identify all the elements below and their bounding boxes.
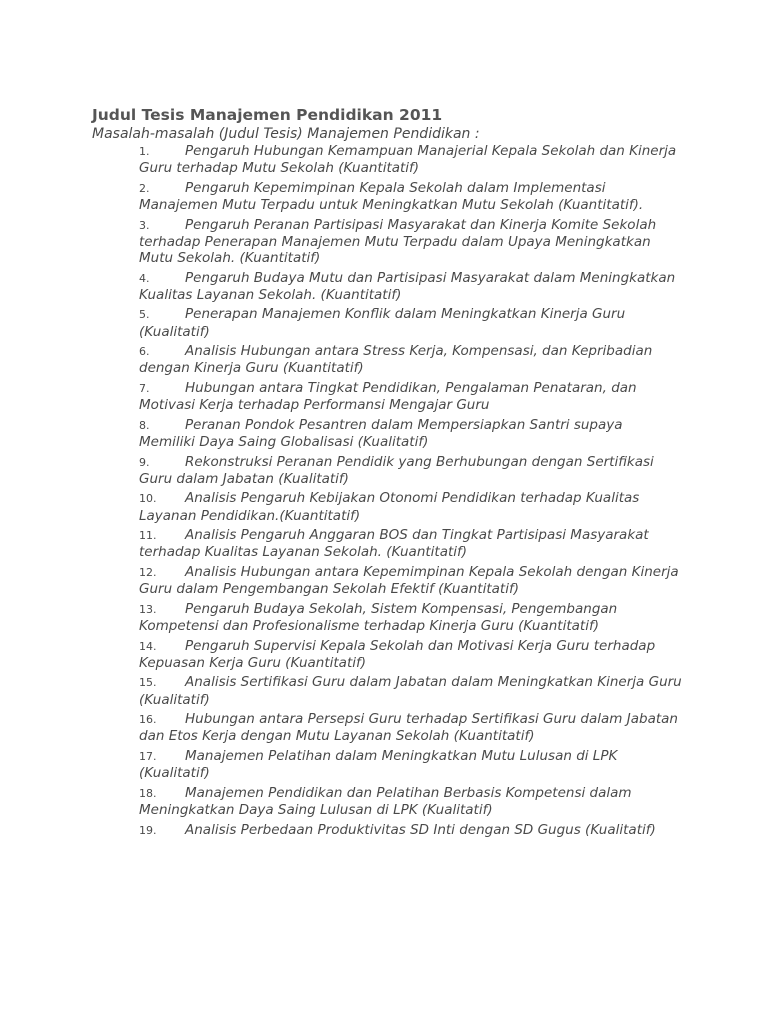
list-item-number: 12. — [139, 565, 157, 579]
list-item-text: Pengaruh Hubungan Kemampuan Manajerial Kepala Sekolah dan Kinerja Guru terhadap Mutu Sekolah (Kuantitatif) — [139, 143, 677, 177]
list-item-text: Pengaruh Kepemimpinan Kepala Sekolah dalam Implementasi Manajemen Mutu Terpadu untuk Meningkatkan Mutu Sekolah (Kuantitatif). — [139, 179, 644, 213]
list-item-number: 9. — [139, 455, 150, 469]
list-item — [139, 270, 682, 303]
list-item-text: Pengaruh Budaya Sekolah, Sistem Kompensasi, Pengembangan Kompetensi dan Profesionalisme terhadap Kinerja Guru (Kuantitatif) — [139, 600, 618, 634]
list-item-number: 6. — [139, 345, 150, 359]
list-item-text: Analisis Hubungan antara Stress Kerja, Kompensasi, dan Kepribadian dengan Kinerja Guru (Kuantitatif) — [139, 343, 653, 377]
list-item — [139, 711, 682, 744]
list-item-text: Manajemen Pelatihan dalam Meningkatkan Mutu Lulusan di LPK (Kualitatif) — [139, 747, 618, 782]
list-item-text: Peranan Pondok Pesantren dalam Mempersiapkan Santri supaya Memiliki Daya Saing Globalisasi (Kualitatif) — [139, 416, 623, 450]
list-item-number: 10. — [139, 492, 157, 506]
list-item — [139, 564, 682, 597]
document-body — [92, 104, 682, 842]
list-item-text: Pengaruh Supervisi Kepala Sekolah dan Motivasi Kerja Guru terhadap Kepuasan Kerja Guru (Kuantitatif) — [139, 637, 656, 671]
list-item-number: 17. — [139, 749, 157, 763]
list-item — [139, 638, 682, 671]
list-item-text: Pengaruh Peranan Partisipasi Masyarakat dan Kinerja Komite Sekolah terhadap Penerapan Manajemen Mutu Terpadu dalam Upaya Meningkatkan Mutu Sekolah. (Kuantitatif) — [139, 216, 657, 266]
list-item-number: 16. — [139, 713, 157, 727]
list-item-text: Rekonstruksi Peranan Pendidik yang Berhubungan dengan Sertifikasi Guru dalam Jabatan (Kualitatif) — [139, 453, 654, 487]
list-item-number: 13. — [139, 602, 157, 616]
list-item-number: 3. — [139, 218, 150, 232]
list-item-text: Analisis Pengaruh Anggaran BOS dan Tingkat Partisipasi Masyarakat terhadap Kualitas Layanan Sekolah. (Kuantitatif) — [139, 527, 649, 561]
list-item-text: Analisis Pengaruh Kebijakan Otonomi Pendidikan terhadap Kualitas Layanan Pendidikan.(Kuantitatif) — [139, 490, 640, 524]
list-item — [139, 143, 682, 176]
list-item-number: 7. — [139, 381, 150, 395]
list-item-number: 18. — [139, 786, 157, 800]
list-item-text: Hubungan antara Tingkat Pendidikan, Pengalaman Penataran, dan Motivasi Kerja terhadap Performansi Mengajar Guru — [139, 379, 637, 414]
document-subtitle: Masalah-masalah (Judul Tesis) Manajemen Pendidikan : — [92, 126, 480, 142]
list-item — [139, 822, 682, 839]
list-item — [139, 490, 682, 523]
list-item — [139, 306, 682, 339]
list-item — [139, 601, 682, 634]
list-item — [139, 217, 682, 267]
list-item-text: Pengaruh Budaya Mutu dan Partisipasi Masyarakat dalam Meningkatkan Kualitas Layanan Sekolah. (Kuantitatif) — [139, 269, 676, 303]
list-item-number: 14. — [139, 639, 157, 653]
list-item-number: 1. — [139, 145, 150, 158]
thesis-topic-list — [92, 143, 682, 839]
list-item-number: 5. — [139, 308, 150, 322]
list-item — [139, 454, 682, 487]
list-item — [139, 785, 682, 818]
list-item-number: 8. — [139, 418, 150, 432]
list-item-text: Analisis Perbedaan Produktivitas SD Inti dengan SD Gugus (Kualitatif) — [185, 821, 656, 838]
list-item — [139, 343, 682, 376]
list-item-text: Analisis Hubungan antara Kepemimpinan Kepala Sekolah dengan Kinerja Guru dalam Pengembangan Sekolah Efektif (Kuantitatif) — [139, 563, 679, 598]
list-item-number: 4. — [139, 271, 150, 285]
list-item-number: 2. — [139, 181, 150, 195]
list-item — [139, 417, 682, 450]
list-item-number: 15. — [139, 676, 157, 690]
list-item-text: Analisis Sertifikasi Guru dalam Jabatan dalam Meningkatkan Kinerja Guru (Kualitatif) — [139, 674, 682, 708]
list-item — [139, 527, 682, 560]
list-item — [139, 180, 682, 213]
list-item-text: Penerapan Manajemen Konflik dalam Meningkatkan Kinerja Guru (Kualitatif) — [139, 306, 626, 340]
list-item — [139, 380, 682, 413]
list-item — [139, 748, 682, 781]
list-item-number: 11. — [139, 529, 157, 543]
list-item-number: 19. — [139, 823, 157, 837]
list-item — [139, 674, 682, 707]
list-item-text: Hubungan antara Persepsi Guru terhadap Sertifikasi Guru dalam Jabatan dan Etos Kerja dengan Mutu Layanan Sekolah (Kuantitatif) — [139, 711, 678, 745]
document-title: Judul Tesis Manajemen Pendidikan 2011 — [92, 106, 443, 124]
list-item-text: Manajemen Pendidikan dan Pelatihan Berbasis Kompetensi dalam Meningkatkan Daya Saing Lulusan di LPK (Kualitatif) — [139, 784, 632, 818]
